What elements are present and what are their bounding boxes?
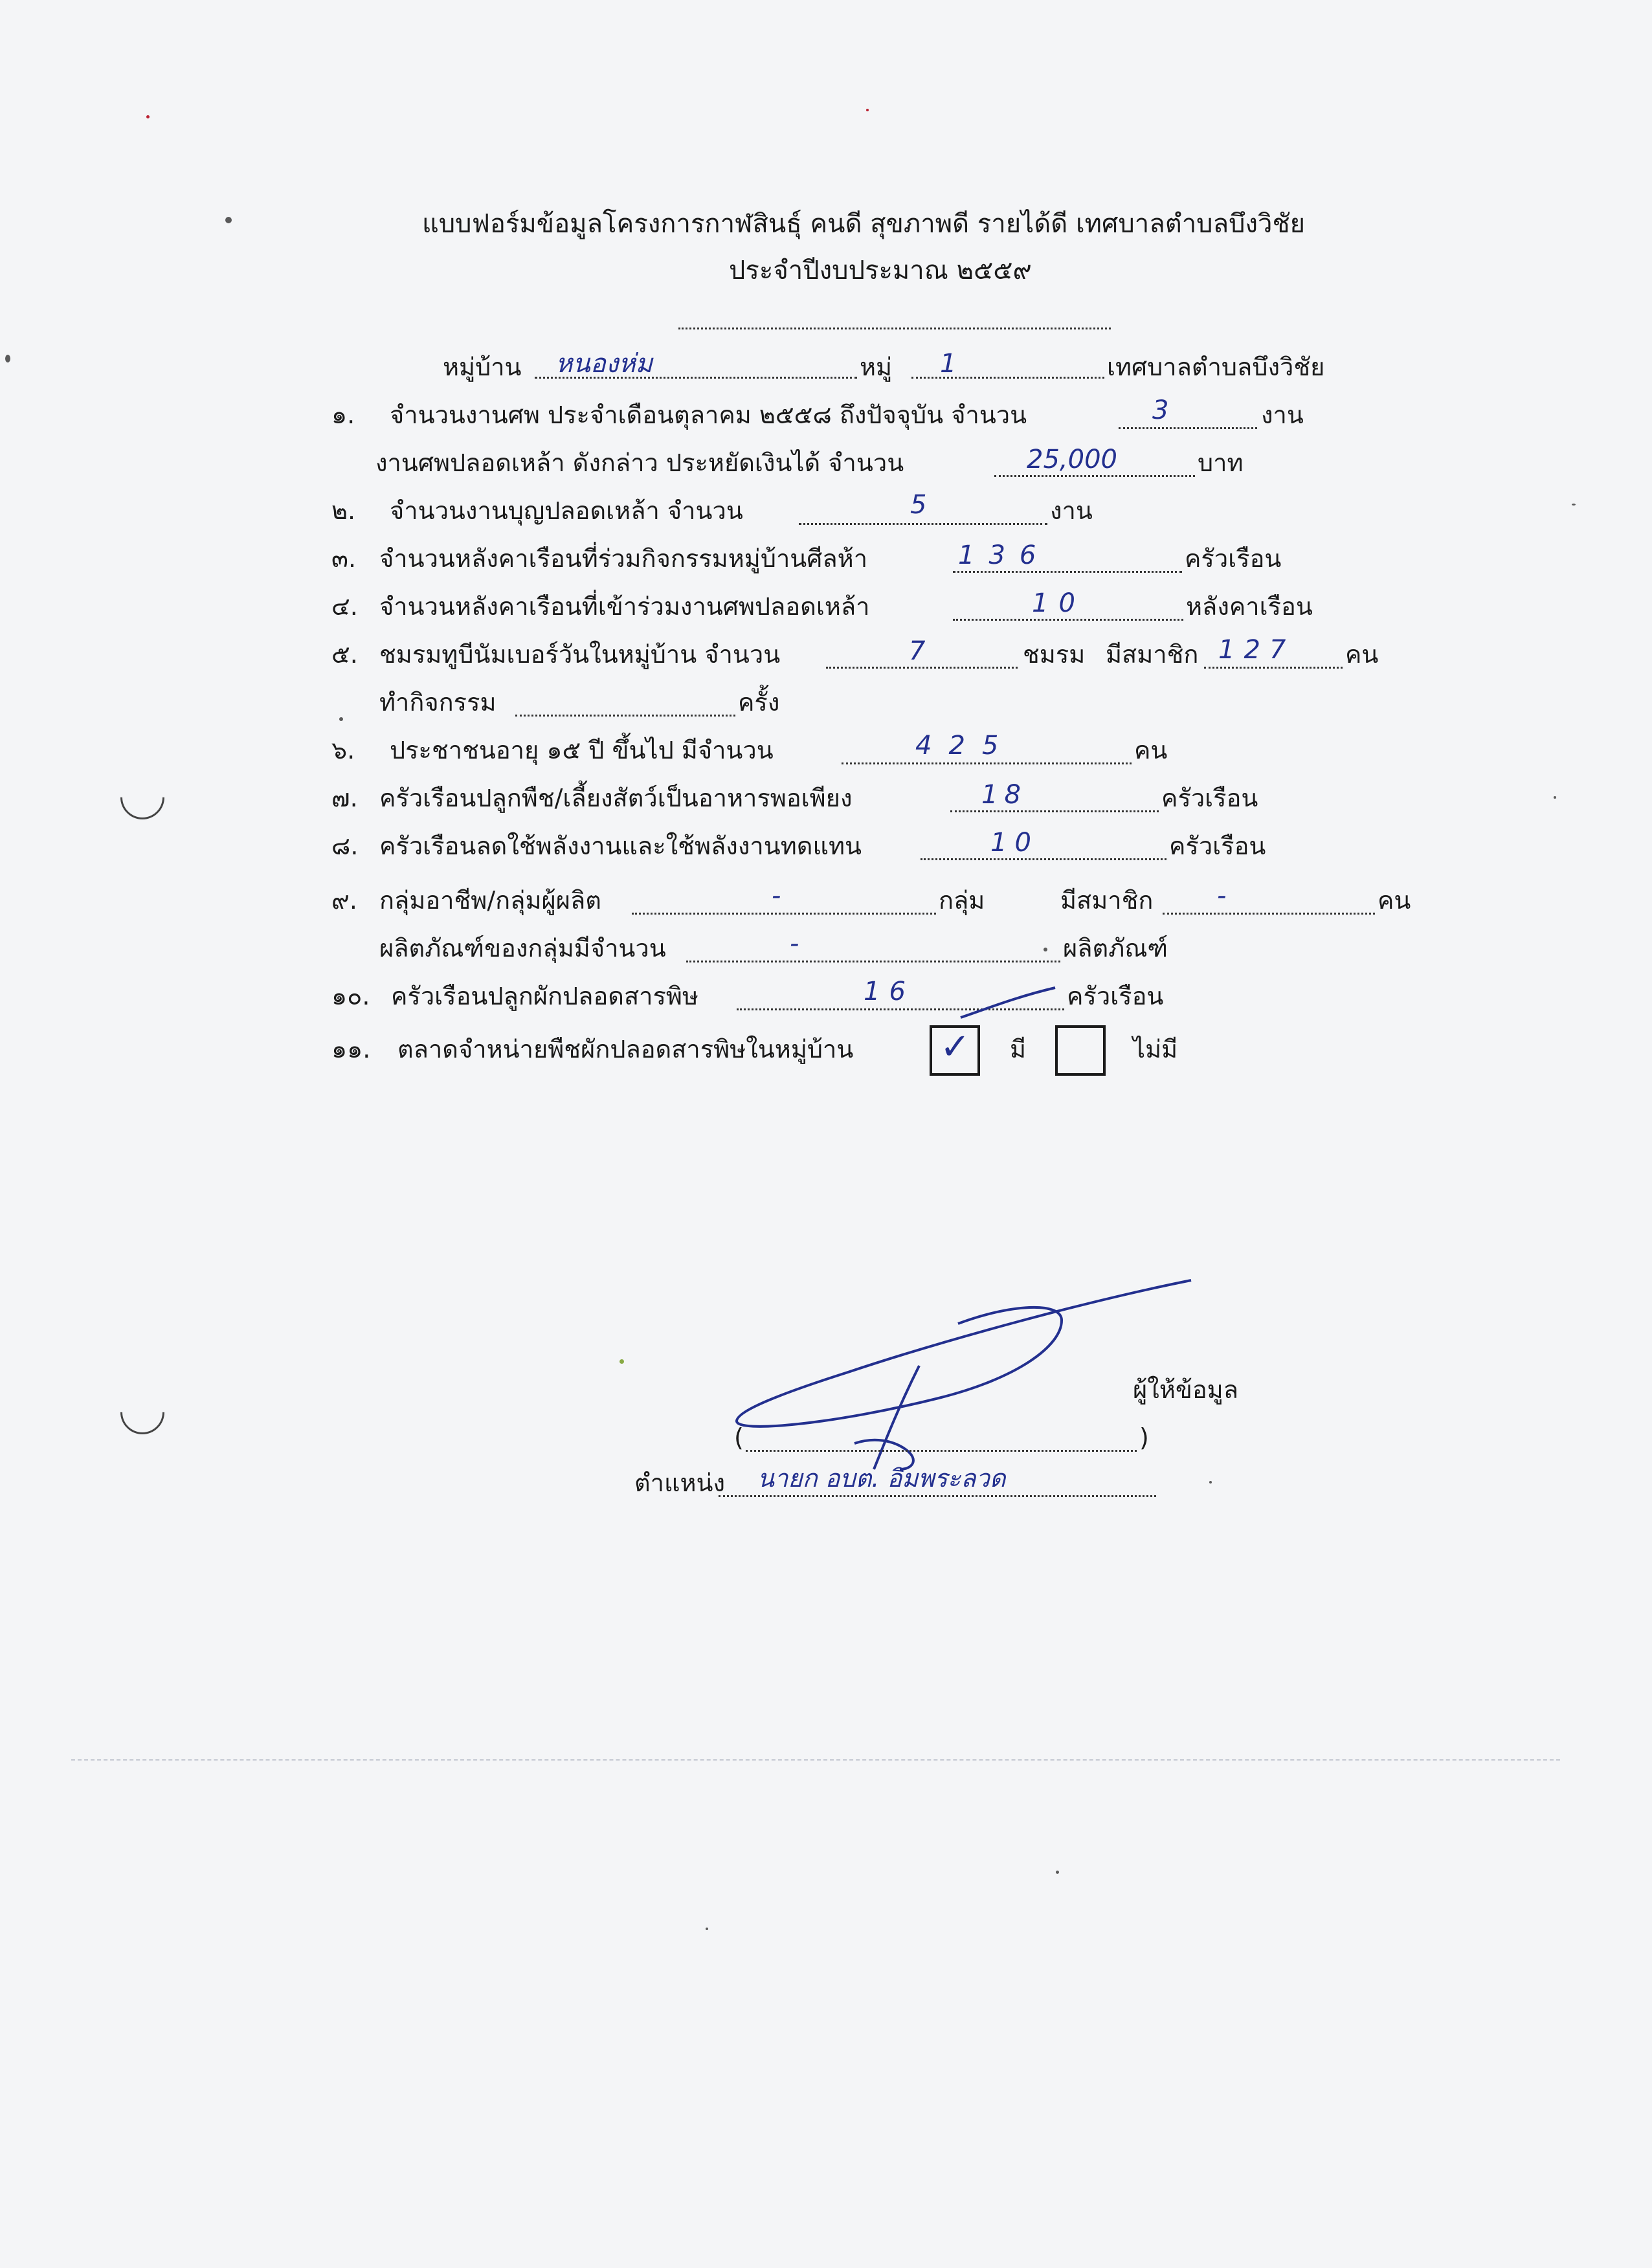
scan-speck xyxy=(5,355,10,362)
item-4-label: จำนวนหลังคาเรือนที่เข้าร่วมงานศพปลอดเหล้า xyxy=(379,592,870,621)
item-5-members-unit: คน xyxy=(1345,640,1379,669)
item-2-label: จำนวนงานบุญปลอดเหล้า จำนวน xyxy=(390,496,743,525)
item-9-label-b: ผลิตภัณฑ์ของกลุ่มมีจำนวน xyxy=(379,934,666,962)
moo-value: 1 xyxy=(940,349,957,379)
item-1-unit-b: บาท xyxy=(1198,449,1244,477)
item-2-blank xyxy=(799,523,1047,525)
position-blank xyxy=(719,1495,1156,1497)
item-6-blank xyxy=(842,762,1132,764)
item-5-value-a: 7 xyxy=(909,636,926,666)
checkbox-no[interactable] xyxy=(1055,1025,1106,1076)
item-5-label-a: ชมรมทูบีนัมเบอร์วันในหมู่บ้าน จำนวน xyxy=(379,640,781,669)
item-10-value: 16 xyxy=(864,977,915,1006)
item-1-value-b: 25,000 xyxy=(1027,445,1117,474)
scan-speck xyxy=(866,109,869,111)
item-7-value: 18 xyxy=(981,780,1027,810)
item-number: ๘. xyxy=(331,832,359,860)
pen-stroke-mark xyxy=(958,984,1062,1023)
item-number: ๑๑. xyxy=(331,1035,371,1063)
item-11-label: ตลาดจำหน่ายพืชผักปลอดสารพิษในหมู่บ้าน xyxy=(397,1035,854,1063)
item-9-unit-b: ผลิตภัณฑ์ xyxy=(1063,934,1168,962)
item-5-members-label: มีสมาชิก xyxy=(1106,640,1199,669)
item-5-blank-a xyxy=(826,667,1018,669)
item-9-members-blank xyxy=(1163,913,1375,915)
punch-hole-mark xyxy=(111,766,173,828)
item-9-members-label: มีสมาชิก xyxy=(1060,886,1154,915)
item-5-label-b: ทำกิจกรรม xyxy=(379,688,497,717)
scan-speck xyxy=(706,1928,708,1930)
signature-name-blank xyxy=(746,1450,1137,1452)
item-5-members-value: 127 xyxy=(1218,635,1295,665)
scan-fold-line xyxy=(71,1759,1560,1761)
village-value: หนองห่ม xyxy=(555,349,653,379)
item-9-unit-a: กลุ่ม xyxy=(939,886,985,915)
item-3-label: จำนวนหลังคาเรือนที่ร่วมกิจกรรมหมู่บ้านศีลห้า xyxy=(379,544,868,573)
item-number: ๖. xyxy=(331,736,355,764)
municipality-label: เทศบาลตำบลบึงวิชัย xyxy=(1107,353,1325,381)
item-1-label-b: งานศพปลอดเหล้า ดังกล่าว ประหยัดเงินได้ จำนวน xyxy=(375,449,904,477)
village-label: หมู่บ้าน xyxy=(443,353,522,381)
scan-speck xyxy=(1056,1871,1059,1874)
paren-close: ) xyxy=(1139,1423,1149,1452)
item-11-no-label: ไม่มี xyxy=(1133,1035,1178,1063)
item-11-yes-label: มี xyxy=(1010,1035,1027,1063)
item-number: ๔. xyxy=(331,592,358,621)
item-8-unit: ครัวเรือน xyxy=(1169,832,1266,860)
paren-open: ( xyxy=(734,1423,744,1452)
item-8-label: ครัวเรือนลดใช้พลังงานและใช้พลังงานทดแทน xyxy=(379,832,862,860)
item-10-label: ครัวเรือนปลูกผักปลอดสารพิษ xyxy=(391,982,698,1010)
item-9-label-a: กลุ่มอาชีพ/กลุ่มผู้ผลิต xyxy=(379,886,601,915)
item-9-members-unit: คน xyxy=(1378,886,1411,915)
scan-speck xyxy=(1554,796,1556,799)
item-10-unit: ครัวเรือน xyxy=(1067,982,1164,1010)
punch-hole-mark xyxy=(111,1381,173,1443)
item-1-unit-a: งาน xyxy=(1261,401,1304,429)
scan-speck xyxy=(339,717,343,721)
position-value: นายก อบต. อิมพระลวด xyxy=(757,1464,1006,1493)
item-3-unit: ครัวเรือน xyxy=(1185,544,1282,573)
item-number: ๙. xyxy=(331,886,357,915)
item-number: ๕. xyxy=(331,640,358,669)
item-number: ๑. xyxy=(331,401,355,429)
item-2-unit: งาน xyxy=(1050,496,1093,525)
item-1-label-a: จำนวนงานศพ ประจำเดือนตุลาคม ๒๕๕๘ ถึงปัจจุบัน จำนวน xyxy=(390,401,1027,429)
item-3-blank xyxy=(953,571,1182,573)
item-number: ๑๐. xyxy=(331,982,370,1010)
title-underline xyxy=(678,328,1111,329)
item-3-value: 136 xyxy=(958,540,1051,570)
item-2-value: 5 xyxy=(910,490,927,520)
item-7-label: ครัวเรือนปลูกพืช/เลี้ยงสัตว์เป็นอาหารพอเพียง xyxy=(379,784,853,812)
item-5-unit-b: ครั้ง xyxy=(738,688,780,717)
item-1-blank-b xyxy=(994,475,1195,477)
item-4-blank xyxy=(953,619,1183,621)
item-5-blank-b xyxy=(515,715,735,717)
informant-label: ผู้ให้ข้อมูล xyxy=(1133,1375,1239,1404)
item-8-value: 10 xyxy=(990,828,1039,858)
item-1-value-a: 3 xyxy=(1152,395,1169,425)
scan-speck xyxy=(620,1359,624,1364)
checkbox-yes[interactable] xyxy=(930,1025,980,1076)
item-6-unit: คน xyxy=(1134,736,1168,764)
item-6-label: ประชาชนอายุ ๑๕ ปี ขึ้นไป มีจำนวน xyxy=(390,736,774,764)
position-label: ตำแหน่ง xyxy=(634,1469,726,1497)
item-4-value: 10 xyxy=(1032,588,1086,618)
item-9-members-value: - xyxy=(1217,881,1227,911)
scan-speck xyxy=(1572,504,1576,506)
form-title: แบบฟอร์มข้อมูลโครงการกาฬสินธุ์ คนดี สุขภาพดี รายได้ดี เทศบาลตำบลบึงวิชัย xyxy=(422,209,1306,239)
item-1-blank-a xyxy=(1119,427,1257,429)
item-number: ๒. xyxy=(331,496,356,525)
checkmark: ✓ xyxy=(940,1026,970,1068)
scan-speck xyxy=(146,115,150,118)
item-4-unit: หลังคาเรือน xyxy=(1186,592,1313,621)
item-5-members-blank xyxy=(1204,667,1343,669)
scan-speck xyxy=(1044,948,1047,951)
item-number: ๗. xyxy=(331,784,358,812)
item-5-unit-a: ชมรม xyxy=(1023,640,1086,669)
item-number: ๓. xyxy=(331,544,357,573)
item-6-value: 425 xyxy=(915,731,1016,761)
item-8-blank xyxy=(921,858,1166,860)
item-9-value-b: - xyxy=(790,929,799,959)
item-9-value-a: - xyxy=(772,881,781,911)
item-9-blank-a xyxy=(632,913,936,915)
moo-label: หมู่ xyxy=(860,353,893,381)
item-9-blank-b xyxy=(686,961,1060,962)
scan-speck xyxy=(225,217,232,223)
item-7-unit: ครัวเรือน xyxy=(1161,784,1258,812)
item-7-blank xyxy=(950,810,1159,812)
fiscal-year-title: ประจำปีงบประมาณ ๒๕๕๙ xyxy=(729,256,1032,285)
